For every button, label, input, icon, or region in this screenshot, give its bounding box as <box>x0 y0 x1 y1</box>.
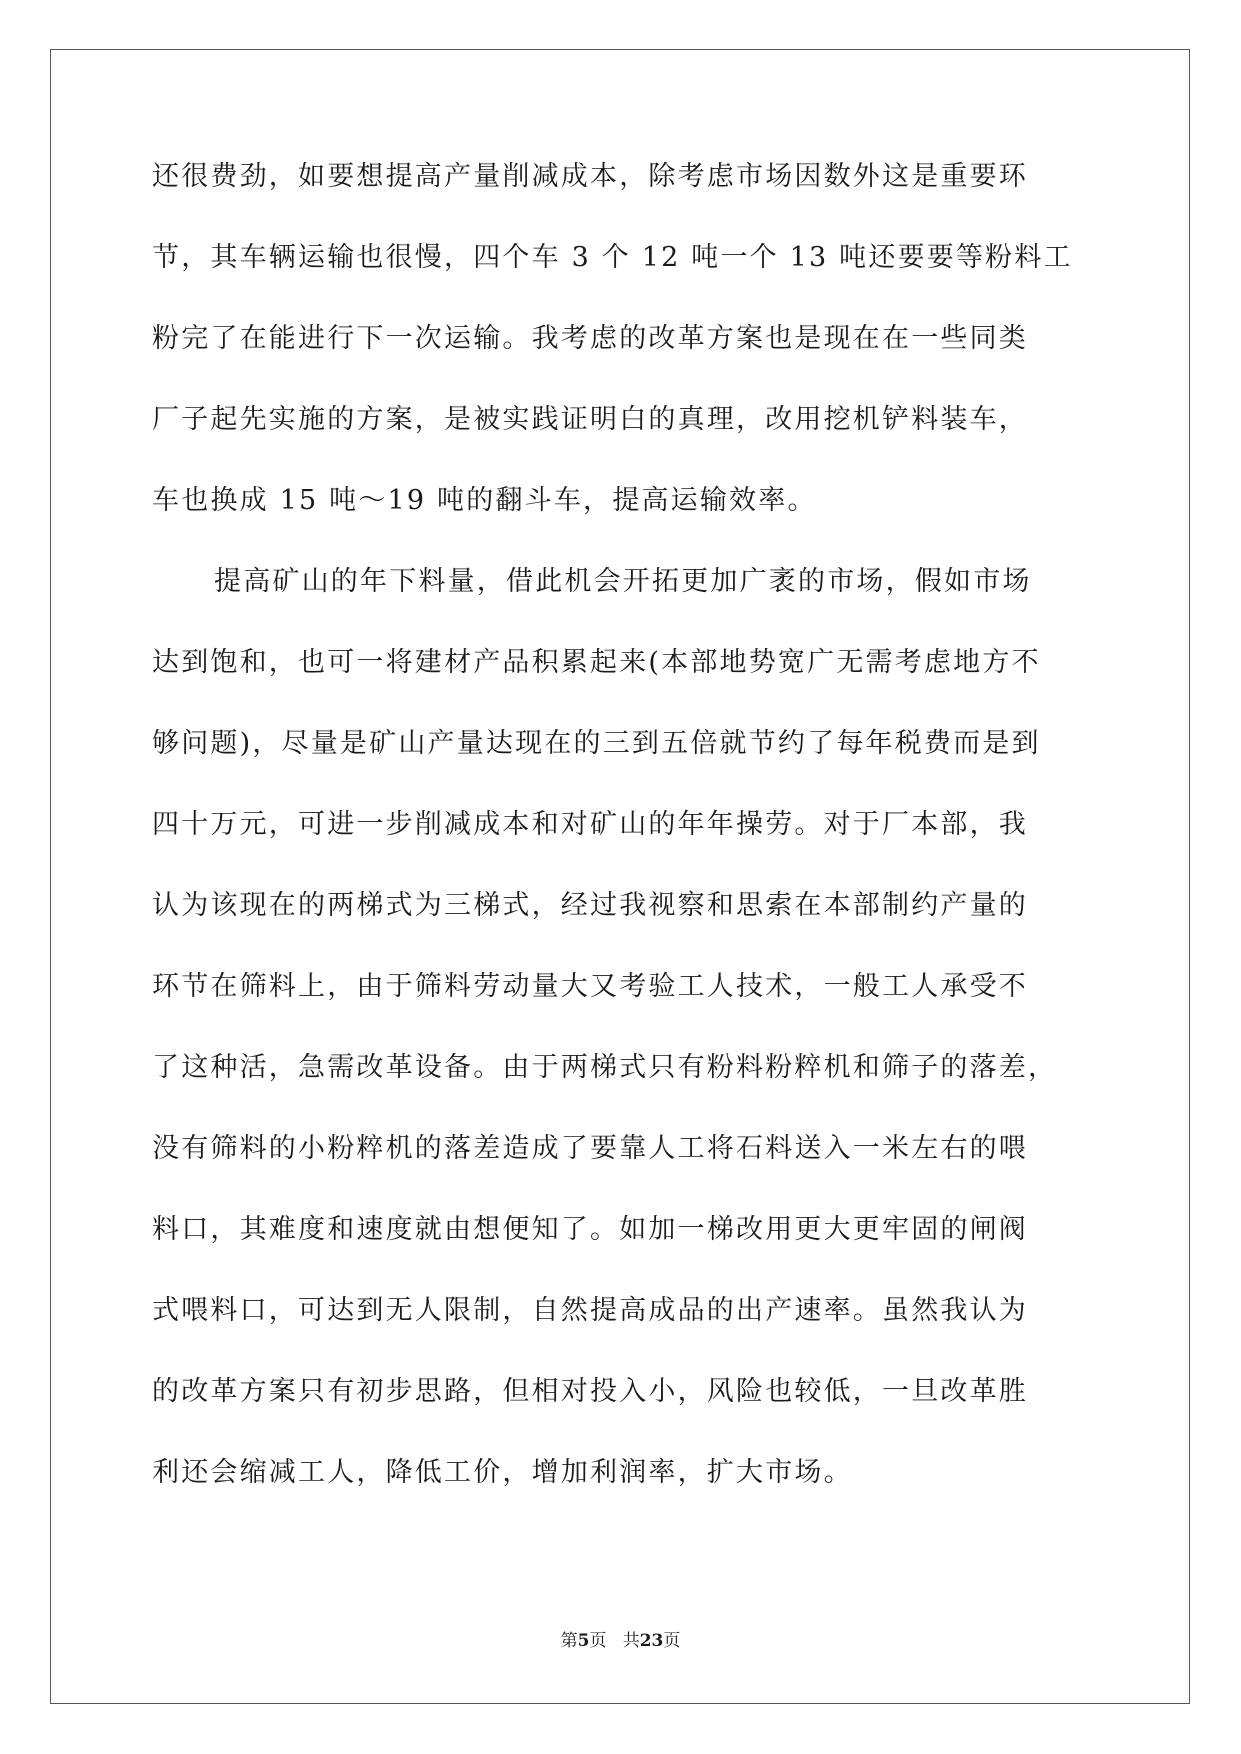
text-line: 没有筛料的小粉粹机的落差造成了要靠人工将石料送入一米左右的喂 <box>152 1133 1028 1164</box>
paragraph <box>152 567 1097 1539</box>
page-footer <box>0 1626 1241 1651</box>
page-number: 5 <box>577 1631 590 1651</box>
document-body <box>152 162 1097 1539</box>
text-line: 车也换成 15 吨～19 吨的翻斗车，提高运输效率。 <box>152 485 817 516</box>
footer-total-suffix: 页 <box>663 1631 681 1651</box>
paragraph <box>152 162 1097 567</box>
text-line: 厂子起先实施的方案，是被实践证明白的真理，改用挖机铲料装车， <box>152 404 1028 435</box>
text-line: 还很费劲，如要想提高产量削减成本，除考虑市场因数外这是重要环 <box>152 161 1028 192</box>
footer-total-prefix: 共 <box>622 1631 640 1651</box>
text-line: 够问题)，尽量是矿山产量达现在的三到五倍就节约了每年税费而是到 <box>152 728 1041 759</box>
text-line: 节，其车辆运输也很慢，四个车 3 个 12 吨一个 13 吨还要要等粉料工 <box>152 242 1073 273</box>
text-line: 达到饱和，也可一将建材产品积累起来(本部地势宽广无需考虑地方不 <box>152 647 1041 678</box>
footer-prefix: 第 <box>560 1631 578 1651</box>
footer-page-suffix: 页 <box>589 1631 607 1651</box>
text-line: 四十万元，可进一步削减成本和对矿山的年年操劳。对于厂本部，我 <box>152 809 1028 840</box>
text-line: 认为该现在的两梯式为三梯式，经过我视察和思索在本部制约产量的 <box>152 890 1028 921</box>
text-line: 式喂料口，可达到无人限制，自然提高成品的出产速率。虽然我认为 <box>152 1295 1028 1326</box>
text-line: 料口，其难度和速度就由想便知了。如加一梯改用更大更牢固的闸阀 <box>152 1214 1028 1245</box>
text-line: 了这种活，急需改革设备。由于两梯式只有粉料粉粹机和筛子的落差， <box>152 1052 1058 1083</box>
text-line: 环节在筛料上，由于筛料劳动量大又考验工人技术，一般工人承受不 <box>152 971 1028 1002</box>
text-line: 的改革方案只有初步思路，但相对投入小，风险也较低，一旦改革胜 <box>152 1376 1028 1407</box>
total-pages: 23 <box>639 1631 664 1651</box>
text-line: 粉完了在能进行下一次运输。我考虑的改革方案也是现在在一些同类 <box>152 323 1028 354</box>
text-line: 提高矿山的年下料量，借此机会开拓更加广袤的市场，假如市场 <box>214 566 1032 597</box>
text-line: 利还会缩减工人，降低工价，增加利润率，扩大市场。 <box>152 1457 853 1488</box>
